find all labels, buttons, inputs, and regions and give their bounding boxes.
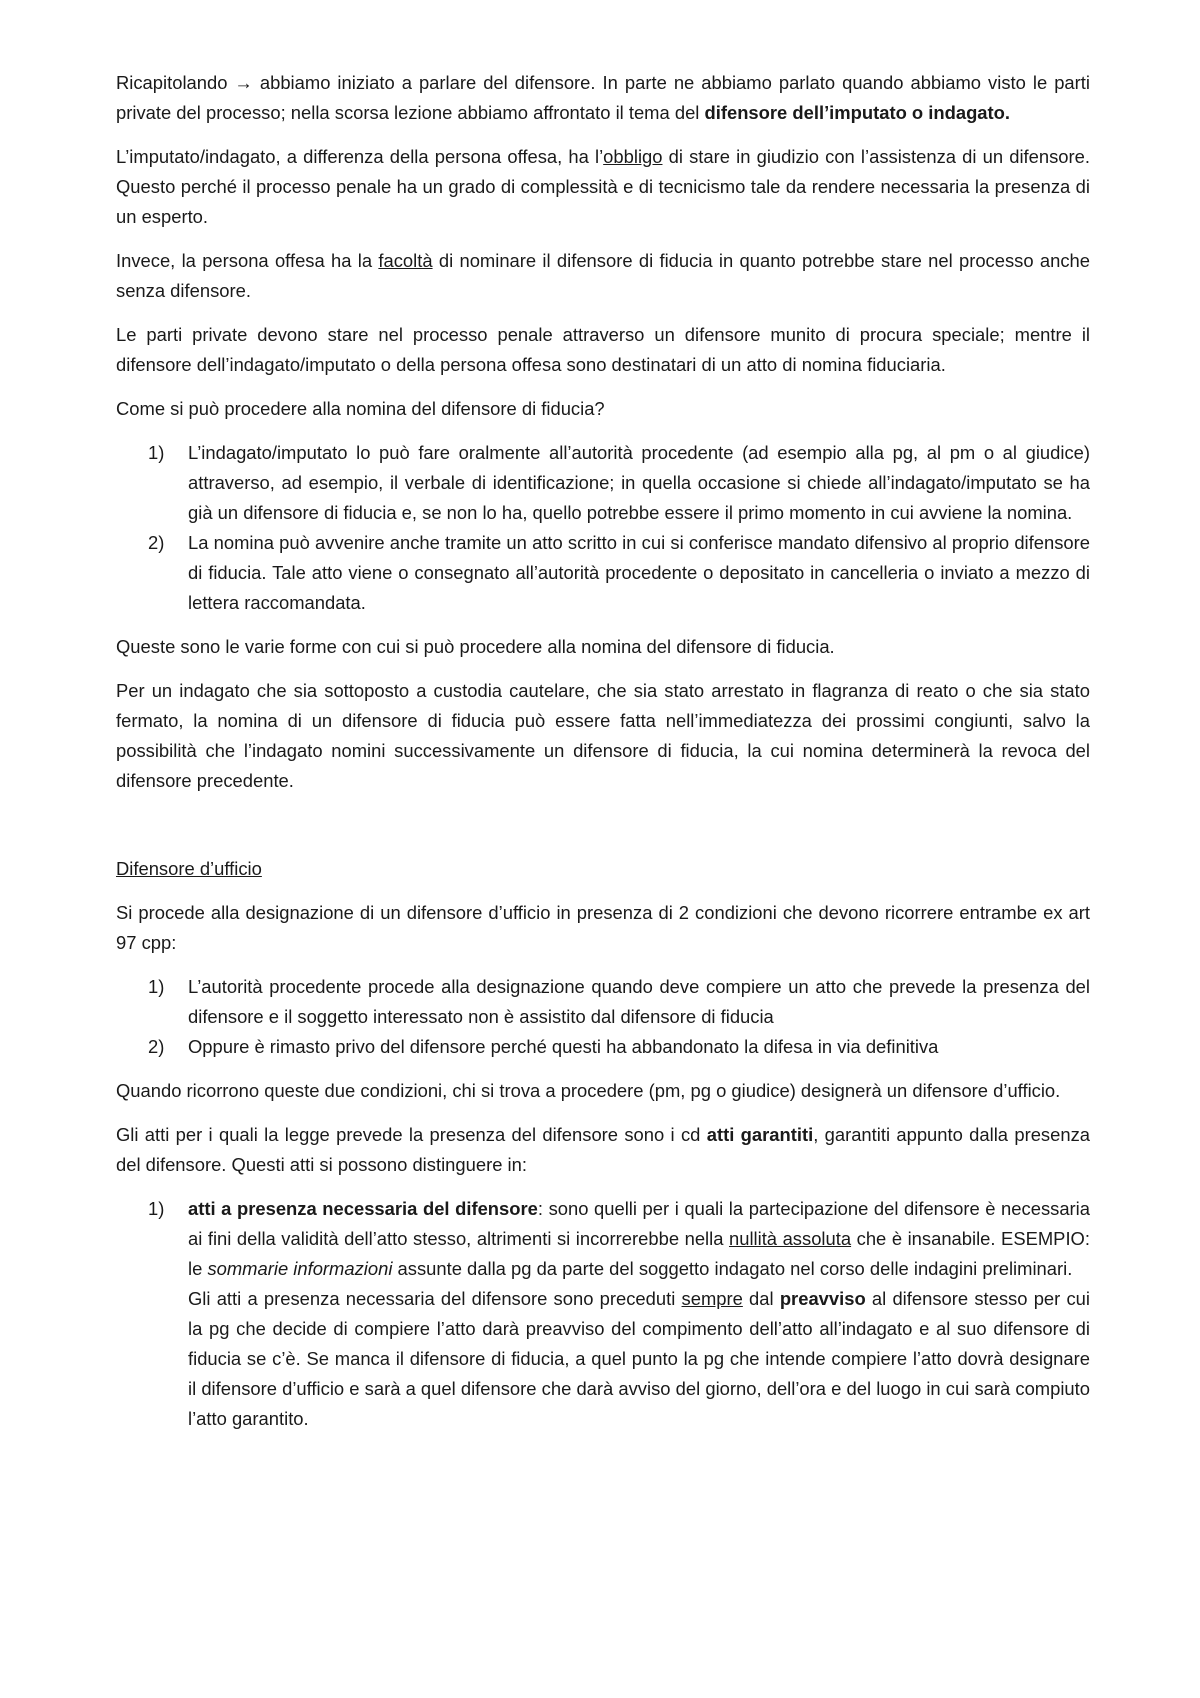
- bold-term: preavviso: [779, 1288, 866, 1309]
- ufficio-paragraph-2: Quando ricorrono queste due condizioni, chi si trova a procedere (pm, pg o giudice) designerà un difensore d’ufficio.: [116, 1080, 1061, 1101]
- underlined-term: nullità assoluta: [728, 1228, 852, 1249]
- nomina-list: [116, 438, 1090, 618]
- list-item-subparagraph: [188, 1284, 1090, 1434]
- list-item: [116, 1194, 1090, 1434]
- text-run: : sono quelli per i quali la partecipazione del difensore è necessaria ai fini della validità dell’atto stesso, altrimenti si incorrerebbe nella: [188, 1198, 1090, 1249]
- underlined-term: obbligo: [603, 146, 663, 167]
- text-run: L’imputato/indagato, a differenza della persona offesa, ha l’: [116, 146, 604, 167]
- list-item-text: L’indagato/imputato lo può fare oralmente all’autorità procedente (ad esempio alla pg, al pm o al giudice) attraverso, ad esempio, il verbale di identificazione; in quella occasione si chiede all’indagato/imputato se ha già un difensore di fiducia e, se non lo ha, quello potrebbe essere il primo momento in cui avviene la nomina.: [188, 442, 1090, 523]
- list-item: [116, 438, 1090, 528]
- atti-garantiti-list: [116, 1194, 1090, 1434]
- list-item: [116, 972, 1090, 1032]
- intro-paragraph-1: [116, 68, 1090, 128]
- conditions-list: [116, 972, 1090, 1062]
- arrow-icon: →: [234, 72, 253, 93]
- text-run: al difensore stesso per cui la pg che decide di compiere l’atto darà preavviso del compimento dell’atto all’indagato e al suo difensore di fiducia se c’è. Se manca il difensore di fiducia, a quel punto la pg che intende compiere l’atto dovrà designare il difensore d’ufficio e sarà a quel difensore che darà avviso del giorno, dell’ora e del luogo in cui sarà compiuto l’atto garantito.: [188, 1288, 1090, 1429]
- ufficio-paragraph-3: [116, 1120, 1090, 1180]
- text-run: .: [1004, 102, 1011, 123]
- text-run: Invece, la persona offesa ha la: [116, 250, 379, 271]
- list-number: 1): [148, 442, 165, 463]
- list-item: [116, 528, 1090, 618]
- list-item-text: La nomina può avvenire anche tramite un atto scritto in cui si conferisce mandato difensivo al proprio difensore di fiducia. Tale atto viene o consegnato all’autorità procedente o depositato in cancelleria o inviato a mezzo di lettera raccomandata.: [188, 532, 1090, 613]
- list-number: 1): [148, 1198, 165, 1219]
- bold-term: atti garantiti: [706, 1124, 814, 1145]
- section-heading: [116, 854, 1090, 884]
- intro-paragraph-3: [116, 246, 1090, 306]
- intro-paragraph-4: Le parti private devono stare nel processo penale attraverso un difensore munito di procura speciale; mentre il difensore dell’indagato/imputato o della persona offesa sono destinatari di un atto di nomina fiduciaria.: [116, 324, 1090, 375]
- underlined-term: facoltà: [378, 250, 433, 271]
- intro-paragraph-2: [116, 142, 1090, 232]
- intro-paragraph-6: Queste sono le varie forme con cui si può procedere alla nomina del difensore di fiducia.: [116, 636, 835, 657]
- text-run: dal: [742, 1288, 780, 1309]
- text-run: di stare in giudizio con l’assistenza di un difensore. Questo perché il processo penale ha un grado di complessità e di tecnicismo tale da rendere necessaria la presenza di un esperto.: [116, 146, 1090, 227]
- ufficio-paragraph-1: Si procede alla designazione di un difensore d’ufficio in presenza di 2 condizioni che devono ricorrere entrambe ex art 97 cpp:: [116, 902, 1090, 953]
- text-run: Gli atti per i quali la legge prevede la presenza del difensore sono i cd: [116, 1124, 707, 1145]
- intro-paragraph-7: Per un indagato che sia sottoposto a custodia cautelare, che sia stato arrestato in flagranza di reato o che sia stato fermato, la nomina di un difensore di fiducia può essere fatta nell’immediatezza dei prossimi congiunti, salvo la possibilità che l’indagato nomini successivamente un difensore di fiducia, la cui nomina determinerà la revoca del difensore precedente.: [116, 680, 1090, 791]
- list-item-text: Oppure è rimasto privo del difensore perché questi ha abbandonato la difesa in via definitiva: [188, 1036, 939, 1057]
- text-run: che è insanabile. ESEMPIO: le: [188, 1228, 1090, 1279]
- section-heading-text: Difensore d’ufficio: [116, 858, 262, 879]
- text-run: abbiamo iniziato a parlare del difensore. In parte ne abbiamo parlato quando abbiamo visto le parti private del processo; nella scorsa lezione abbiamo affrontato il tema del: [116, 72, 1090, 123]
- text-run: Gli atti a presenza necessaria del difensore sono preceduti: [188, 1288, 682, 1309]
- list-number: 2): [148, 532, 165, 553]
- list-number: 2): [148, 1036, 165, 1057]
- underlined-term: sempre: [681, 1288, 743, 1309]
- bold-term: atti a presenza necessaria del difensore: [188, 1198, 538, 1219]
- list-item-text: L’autorità procedente procede alla designazione quando deve compiere un atto che prevede la presenza del difensore e il soggetto interessato non è assistito dal difensore di fiducia: [188, 976, 1090, 1027]
- list-number: 1): [148, 976, 165, 997]
- text-run: di nominare il difensore di fiducia in quanto potrebbe stare nel processo anche senza difensore.: [116, 250, 1090, 301]
- bold-term: difensore dell’imputato o indagato: [704, 102, 1005, 123]
- text-run: assunte dalla pg da parte del soggetto indagato nel corso delle indagini preliminari.: [392, 1258, 1073, 1279]
- list-item-text: [188, 1198, 1090, 1279]
- intro-question: Come si può procedere alla nomina del difensore di fiducia?: [116, 398, 605, 419]
- list-item: [116, 1032, 1090, 1062]
- text-run: Ricapitolando: [116, 72, 228, 93]
- italic-term: sommarie informazioni: [207, 1258, 393, 1279]
- text-run: , garantiti appunto dalla presenza del difensore. Questi atti si possono distinguere in:: [116, 1124, 1091, 1175]
